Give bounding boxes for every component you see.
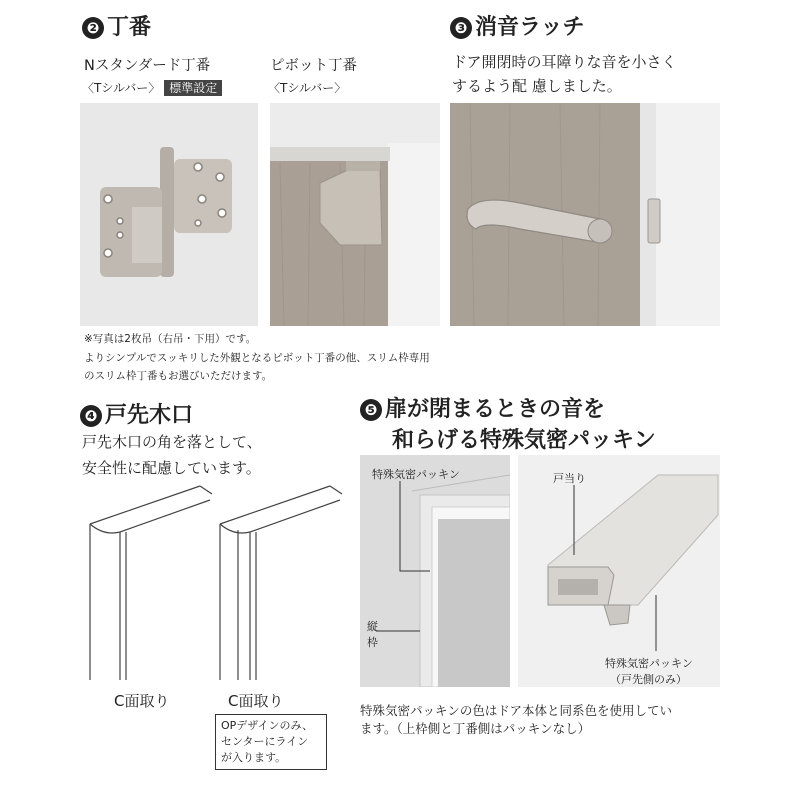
section-5-title-1 [360, 392, 605, 423]
hinge-title: 丁番 [107, 15, 152, 40]
chamfer-label-2: C面取り [228, 692, 284, 710]
n-standard-hinge-name: Nスタンダード丁番 [84, 58, 211, 74]
section-number-4: ❹ [80, 405, 102, 427]
vertical-frame-label-2: 枠 [367, 636, 378, 649]
color-label: 〈Tシルバー〉 [82, 81, 161, 95]
packing-title-line-1: 扉が閉まるときの音を [385, 397, 606, 422]
hinge-note-2: よりシンプルでスッキリした外観となるピボット丁番の他、スリム枠専用 [84, 352, 430, 364]
n-standard-hinge-color [82, 79, 222, 96]
latch-title: 消音ラッチ [475, 15, 585, 40]
section-2-title [82, 10, 151, 41]
vertical-frame-label-1: 縦 [367, 620, 378, 633]
pivot-hinge-name: ピボット丁番 [270, 58, 357, 74]
op-note-line-3: が入ります。 [221, 751, 287, 764]
n-standard-hinge-photo [80, 103, 258, 326]
section-number-3: ❸ [450, 17, 472, 39]
section-3-title [450, 10, 585, 41]
section-number-5: ❺ [360, 399, 382, 421]
hinge-note-1: ※写真は2枚吊（右吊・下用）です。 [84, 333, 257, 345]
op-note-line-1: OPデザインのみ、 [221, 719, 314, 732]
chamfer-label-1: C面取り [114, 692, 170, 710]
pivot-hinge-color: 〈Tシルバー〉 [268, 81, 347, 95]
packing-title-line-2: 和らげる特殊気密パッキン [392, 428, 656, 453]
door-edge-description-1: 戸先木口の角を落として、 [82, 433, 262, 451]
hinge-note-3: のスリム枠丁番もお選びいただけます。 [84, 370, 273, 382]
latch-description-1: ドア開閉時の耳障りな音を小さく [452, 53, 677, 71]
door-edge-description-2: 安全性に配慮しています。 [82, 459, 261, 477]
op-note-line-2: センターにライン [221, 735, 309, 748]
packing-label-2b: （戸先側のみ） [610, 673, 687, 686]
section-4-title [80, 398, 193, 429]
packing-description-2: ます。（上枠側と丁番側はパッキンなし） [360, 721, 591, 736]
op-design-note [215, 714, 327, 770]
packing-description-1: 特殊気密パッキンの色はドア本体と同系色を使用してい [360, 703, 673, 718]
silent-latch-photo [450, 103, 720, 326]
packing-label-2a: 特殊気密パッキン [605, 657, 693, 670]
door-edge-diagram [80, 480, 350, 680]
door-stop-label: 戸当り [553, 472, 586, 485]
pivot-hinge-photo [270, 103, 440, 326]
standard-setting-badge: 標準設定 [164, 80, 222, 96]
section-number-2: ❷ [82, 17, 104, 39]
profile-pointer-lines [518, 455, 720, 687]
packing-label-1: 特殊気密パッキン [372, 468, 460, 481]
door-edge-title: 戸先木口 [105, 403, 194, 428]
packing-pointer-lines [360, 455, 510, 687]
latch-description-2: するよう配 慮しました。 [452, 77, 622, 95]
